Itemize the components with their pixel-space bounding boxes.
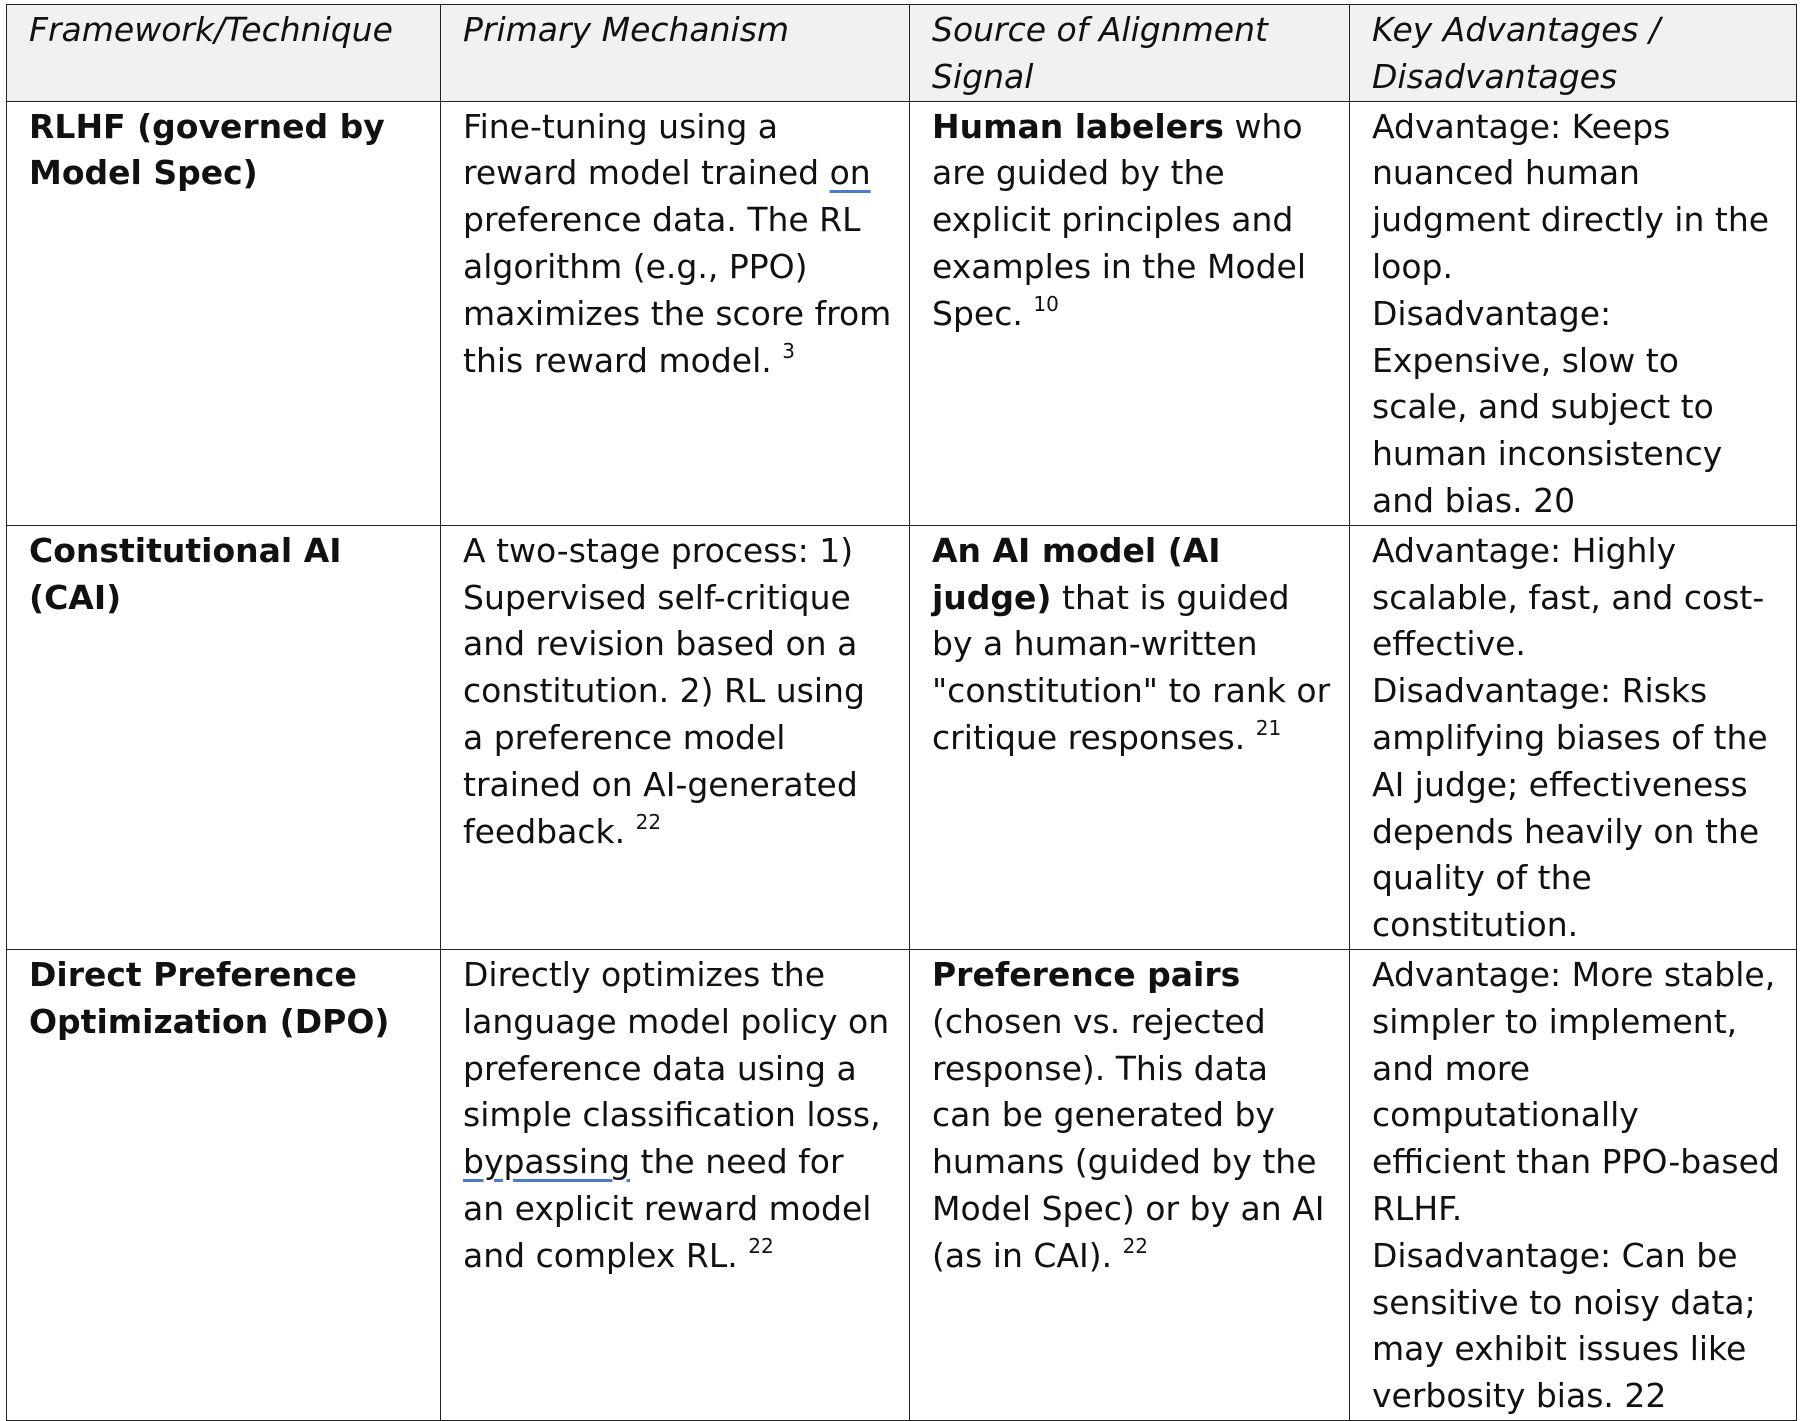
advantage-text: Advantage: More stable, simpler to implement, and more computationally efficient than PPO-based RLHF. xyxy=(1372,954,1780,1228)
comparison-table xyxy=(6,4,1797,1421)
disadvantage-text: Disadvantage: Expensive, slow to scale, and subject to human inconsistency and bias. 20 xyxy=(1372,293,1723,520)
framework-name: Direct Preference Optimization (DPO) xyxy=(7,949,441,1420)
table-row xyxy=(7,525,1797,949)
header-advantages: Key Advantages / Disadvantages xyxy=(1350,5,1797,102)
header-row xyxy=(7,5,1797,102)
flagged-word: on xyxy=(829,153,871,193)
source-text: who are guided by the explicit principles and examples in the Model Spec. xyxy=(932,106,1307,333)
citation-ref: 22 xyxy=(748,1233,774,1258)
citation-ref: 10 xyxy=(1033,291,1059,316)
advantages-cell xyxy=(1350,101,1797,525)
mechanism-cell xyxy=(441,949,910,1420)
mechanism-text: Directly optimizes the language model policy on preference data using a simple classification loss, xyxy=(463,954,890,1135)
advantages-cell xyxy=(1350,949,1797,1420)
mechanism-text: Fine-tuning using a reward model trained xyxy=(463,106,830,193)
mechanism-text: preference data. The RL algorithm (e.g., PPO) maximizes the score from this reward model. xyxy=(463,200,892,380)
mechanism-text: A two-stage process: 1) Supervised self-critique and revision based on a constitution. 2) RL using a preference model trained on AI-generated feedback. xyxy=(463,530,865,851)
disadvantage-text: Disadvantage: Can be sensitive to noisy data; may exhibit issues like verbosity bias. 22 xyxy=(1372,1235,1756,1416)
table-row xyxy=(7,101,1797,525)
mechanism-cell xyxy=(441,525,910,949)
citation-ref: 3 xyxy=(782,338,795,363)
advantages-cell xyxy=(1350,525,1797,949)
source-cell xyxy=(910,101,1350,525)
table-row xyxy=(7,949,1797,1420)
source-highlight: An AI model (AI judge) xyxy=(932,530,1221,617)
mechanism-text: the need for an explicit reward model and complex RL. xyxy=(463,1142,872,1275)
source-cell xyxy=(910,525,1350,949)
framework-name: RLHF (governed by Model Spec) xyxy=(7,101,441,525)
citation-ref: 22 xyxy=(635,809,662,834)
advantage-text: Advantage: Highly scalable, fast, and cost-effective. xyxy=(1372,530,1765,664)
framework-name: Constitutional AI (CAI) xyxy=(7,525,441,949)
source-cell xyxy=(910,949,1350,1420)
disadvantage-text: Disadvantage: Risks amplifying biases of the AI judge; effectiveness depends heavily on the quality of the constitution. xyxy=(1372,671,1768,945)
header-framework: Framework/Technique xyxy=(7,5,441,102)
source-text: (chosen vs. rejected response). This data can be generated by humans (guided by the Model Spec) or by an AI (as in CAI). xyxy=(932,1001,1325,1275)
flagged-word: bypassing xyxy=(463,1142,631,1182)
source-highlight: Human labelers xyxy=(932,106,1224,146)
citation-ref: 22 xyxy=(1122,1233,1149,1258)
source-highlight: Preference pairs xyxy=(932,954,1241,994)
source-text: that is guided by a human-written "constitution" to rank or critique responses. xyxy=(932,577,1331,757)
header-mechanism: Primary Mechanism xyxy=(441,5,910,102)
advantage-text: Advantage: Keeps nuanced human judgment directly in the loop. xyxy=(1372,106,1770,286)
header-source: Source of Alignment Signal xyxy=(910,5,1350,102)
citation-ref: 21 xyxy=(1255,715,1282,740)
mechanism-cell xyxy=(441,101,910,525)
